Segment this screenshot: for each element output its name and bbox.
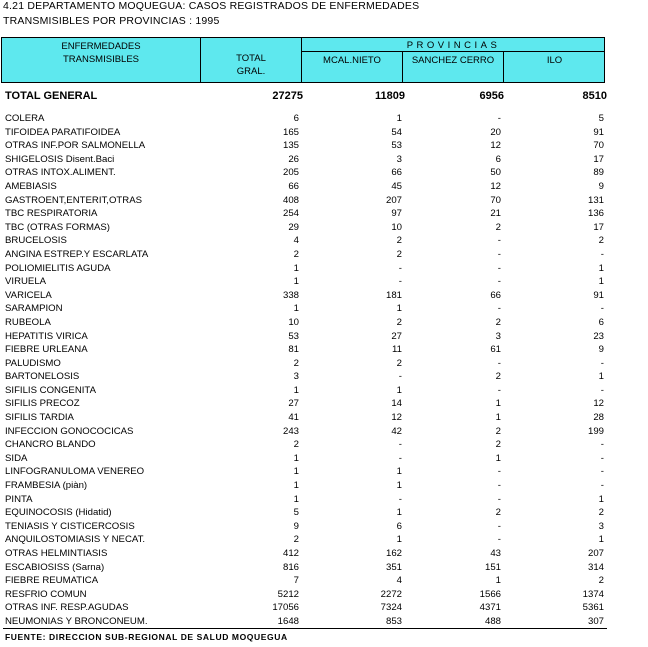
mcal-nieto-cell: 2 xyxy=(396,235,402,247)
sanchez-cerro-cell: 2 xyxy=(495,507,501,519)
total-gral-cell: 66 xyxy=(288,180,299,192)
sanchez-cerro-cell: - xyxy=(497,113,501,124)
total-gral-cell: 1 xyxy=(293,303,299,315)
total-gral-cell: 27 xyxy=(288,398,299,410)
sanchez-cerro-cell: 61 xyxy=(490,344,501,356)
disease-name: SIFILIS TARDIA xyxy=(5,412,74,424)
total-general-row xyxy=(0,90,648,104)
table-row xyxy=(0,601,648,615)
table-row xyxy=(0,180,648,194)
mcal-nieto-cell: 66 xyxy=(391,167,402,179)
table-row xyxy=(0,234,648,248)
sanchez-cerro-cell: 66 xyxy=(490,289,501,301)
total-gral-cell: 53 xyxy=(288,330,299,342)
disease-name: BRUCELOSIS xyxy=(5,235,67,247)
sanchez-cerro-cell: - xyxy=(497,303,501,315)
ilo-cell: 1 xyxy=(598,262,604,274)
disease-name: CHANCRO BLANDO xyxy=(5,439,96,451)
disease-name: POLIOMIELITIS AGUDA xyxy=(5,262,111,274)
ilo-cell: - xyxy=(600,439,604,451)
total-gral-cell: 1 xyxy=(293,480,299,492)
mcal-nieto-cell: 54 xyxy=(391,126,402,138)
total-gral-cell: 2 xyxy=(293,534,299,546)
source-note: FUENTE: DIRECCION SUB-REGIONAL DE SALUD MOQUEGUA xyxy=(5,632,288,642)
disease-name: GASTROENT,ENTERIT,OTRAS xyxy=(5,194,142,206)
ilo-cell: 91 xyxy=(593,289,604,301)
total-gral-cell: 7 xyxy=(293,575,299,587)
mcal-nieto-cell: 1 xyxy=(396,303,402,315)
sanchez-cerro-cell: 1 xyxy=(495,575,501,587)
mcal-nieto-cell: - xyxy=(398,371,402,383)
ilo-cell: 1 xyxy=(598,493,604,505)
table-row xyxy=(0,520,648,534)
sanchez-cerro-cell: - xyxy=(497,384,501,396)
table-row xyxy=(0,479,648,493)
mcal-nieto-cell: 1 xyxy=(396,384,402,396)
disease-name: TIFOIDEA PARATIFOIDEA xyxy=(5,126,121,138)
sanchez-cerro-cell: 2 xyxy=(495,221,501,233)
mcal-nieto-cell: - xyxy=(398,452,402,464)
total-general-label: TOTAL GENERAL xyxy=(5,90,98,102)
disease-name: OTRAS HELMINTIASIS xyxy=(5,548,108,559)
sanchez-cerro-cell: 2 xyxy=(495,439,501,451)
disease-name: LINFOGRANULOMA VENEREO xyxy=(5,466,145,478)
table-row xyxy=(0,384,648,398)
sanchez-cerro-cell: - xyxy=(497,262,501,274)
total-gral-cell: 816 xyxy=(282,561,299,573)
total-gral-cell: 26 xyxy=(288,153,299,165)
header-total-gral: TOTAL GRAL. xyxy=(236,53,266,77)
table-row xyxy=(0,574,648,588)
total-gral-cell: 408 xyxy=(282,194,299,206)
table-row xyxy=(0,425,648,439)
sanchez-cerro-cell: - xyxy=(497,466,501,478)
table-row xyxy=(0,330,648,344)
mcal-nieto-cell: - xyxy=(398,262,402,274)
ilo-cell: 3 xyxy=(598,520,604,532)
table-row xyxy=(0,139,648,153)
mcal-nieto-cell: - xyxy=(398,439,402,451)
mcal-nieto-cell: 1 xyxy=(396,534,402,546)
mcal-nieto-cell: - xyxy=(398,276,402,288)
disease-name: TENIASIS Y CISTICERCOSIS xyxy=(5,520,135,532)
header-ilo: ILO xyxy=(546,55,563,66)
total-gral-cell: 1 xyxy=(293,452,299,464)
sanchez-cerro-cell: 1 xyxy=(495,398,501,410)
table-row xyxy=(0,343,648,357)
table-row xyxy=(0,588,648,602)
disease-name: RESFRIO COMUN xyxy=(5,588,87,600)
sanchez-cerro-cell: - xyxy=(497,534,501,546)
ilo-cell: 9 xyxy=(598,180,604,192)
header-mcal-nieto: MCAL.NIETO xyxy=(323,55,381,66)
table-row xyxy=(0,533,648,547)
mcal-nieto-cell: 45 xyxy=(391,180,402,192)
sanchez-cerro-cell: - xyxy=(497,276,501,288)
total-gral-cell: 1 xyxy=(293,262,299,274)
sanchez-cerro-cell: 12 xyxy=(490,140,501,152)
disease-name: VARICELA xyxy=(5,289,52,301)
disease-name: TBC (OTRAS FORMAS) xyxy=(5,221,110,233)
disease-name: ANQUILOSTOMIASIS Y NECAT. xyxy=(5,534,146,546)
table-row xyxy=(0,493,648,507)
page-title: 4.21 DEPARTAMENTO MOQUEGUA: CASOS REGISTRADOS DE ENFERMEDADES xyxy=(3,0,420,12)
header-enfermedades: ENFERMEDADES TRANSMISIBLES xyxy=(61,41,141,65)
total-gral-cell: 243 xyxy=(282,425,299,437)
disease-name: VIRUELA xyxy=(5,276,47,288)
table-row xyxy=(0,126,648,140)
sanchez-cerro-cell: - xyxy=(497,480,501,492)
ilo-cell: 2 xyxy=(598,575,604,587)
mcal-nieto-cell: 3 xyxy=(396,153,402,165)
total-general-mcal-nieto: 11809 xyxy=(375,90,405,102)
ilo-cell: 199 xyxy=(587,425,604,437)
ilo-cell: 28 xyxy=(593,412,604,424)
disease-name: EQUINOCOSIS (Hidatid) xyxy=(5,507,112,519)
mcal-nieto-cell: 2 xyxy=(396,248,402,260)
ilo-cell: 307 xyxy=(587,615,604,627)
mcal-nieto-cell: 1 xyxy=(396,480,402,492)
ilo-cell: - xyxy=(600,384,604,396)
sanchez-cerro-cell: 1 xyxy=(495,412,501,424)
total-gral-cell: 17056 xyxy=(272,602,299,614)
source-divider xyxy=(3,628,607,629)
total-gral-cell: 4 xyxy=(293,235,299,247)
total-gral-cell: 2 xyxy=(293,439,299,451)
mcal-nieto-cell: 853 xyxy=(385,615,402,627)
sanchez-cerro-cell: 488 xyxy=(484,615,501,627)
disease-name: HEPATITIS VIRICA xyxy=(5,330,88,342)
disease-name: COLERA xyxy=(5,113,45,124)
ilo-cell: 2 xyxy=(598,235,604,247)
table-row xyxy=(0,153,648,167)
mcal-nieto-cell: 97 xyxy=(391,208,402,220)
disease-name: SIFILIS PRECOZ xyxy=(5,398,80,410)
total-gral-cell: 1648 xyxy=(277,615,299,627)
mcal-nieto-cell: 2272 xyxy=(380,588,402,600)
table-row xyxy=(0,615,648,629)
table-row xyxy=(0,397,648,411)
table-row xyxy=(0,438,648,452)
disease-name: TBC RESPIRATORIA xyxy=(5,208,98,220)
sanchez-cerro-cell: 1566 xyxy=(479,588,501,600)
ilo-cell: 1 xyxy=(598,371,604,383)
sanchez-cerro-cell: 6 xyxy=(495,153,501,165)
total-gral-cell: 29 xyxy=(288,221,299,233)
total-gral-cell: 1 xyxy=(293,384,299,396)
ilo-cell: - xyxy=(600,357,604,369)
total-gral-cell: 1 xyxy=(293,466,299,478)
disease-name: ESCABIOSISS (Sarna) xyxy=(5,561,105,573)
ilo-cell: 70 xyxy=(593,140,604,152)
disease-table-body xyxy=(0,112,648,629)
total-gral-cell: 412 xyxy=(282,548,299,559)
total-general-total: 27275 xyxy=(272,90,303,102)
total-gral-cell: 2 xyxy=(293,248,299,260)
ilo-cell: 1 xyxy=(598,276,604,288)
table-row xyxy=(0,289,648,303)
table-row xyxy=(0,166,648,180)
ilo-cell: 17 xyxy=(593,153,604,165)
total-gral-cell: 5212 xyxy=(277,588,299,600)
mcal-nieto-cell: 42 xyxy=(391,425,402,437)
disease-name: FIEBRE URLEANA xyxy=(5,344,88,356)
total-gral-cell: 10 xyxy=(288,316,299,328)
sanchez-cerro-cell: - xyxy=(497,520,501,532)
mcal-nieto-cell: 6 xyxy=(396,520,402,532)
ilo-cell: 207 xyxy=(587,548,604,559)
disease-name: FIEBRE REUMATICA xyxy=(5,575,99,587)
disease-name: OTRAS INF. RESP.AGUDAS xyxy=(5,602,129,614)
mcal-nieto-cell: 162 xyxy=(385,548,402,559)
sanchez-cerro-cell: 21 xyxy=(490,208,501,220)
disease-name: INFECCION GONOCOCICAS xyxy=(5,425,134,437)
total-gral-cell: 3 xyxy=(293,371,299,383)
mcal-nieto-cell: 351 xyxy=(385,561,402,573)
table-row xyxy=(0,248,648,262)
table-header xyxy=(1,37,605,83)
table-row xyxy=(0,547,648,561)
disease-name: BARTONELOSIS xyxy=(5,371,80,383)
sanchez-cerro-cell: 50 xyxy=(490,167,501,179)
disease-name: AMEBIASIS xyxy=(5,180,57,192)
sanchez-cerro-cell: 151 xyxy=(484,561,501,573)
disease-name: SIFILIS CONGENITA xyxy=(5,384,96,396)
header-divider xyxy=(301,51,605,52)
ilo-cell: 2 xyxy=(598,507,604,519)
mcal-nieto-cell: 14 xyxy=(391,398,402,410)
ilo-cell: 1 xyxy=(598,534,604,546)
sanchez-cerro-cell: 12 xyxy=(490,180,501,192)
sanchez-cerro-cell: 1 xyxy=(495,452,501,464)
sanchez-cerro-cell: 2 xyxy=(495,425,501,437)
ilo-cell: 136 xyxy=(587,208,604,220)
mcal-nieto-cell: 181 xyxy=(385,289,402,301)
sanchez-cerro-cell: 70 xyxy=(490,194,501,206)
total-gral-cell: 41 xyxy=(288,412,299,424)
disease-name: FRAMBESIA (piàn) xyxy=(5,480,88,492)
mcal-nieto-cell: 11 xyxy=(392,344,402,356)
ilo-cell: - xyxy=(600,480,604,492)
total-gral-cell: 9 xyxy=(293,520,299,532)
mcal-nieto-cell: 53 xyxy=(391,140,402,152)
mcal-nieto-cell: 27 xyxy=(391,330,402,342)
total-gral-cell: 338 xyxy=(282,289,299,301)
sanchez-cerro-cell: - xyxy=(497,493,501,505)
disease-name: SARAMPION xyxy=(5,303,63,315)
mcal-nieto-cell: 1 xyxy=(396,507,402,519)
ilo-cell: - xyxy=(600,452,604,464)
sanchez-cerro-cell: 2 xyxy=(495,316,501,328)
ilo-cell: 6 xyxy=(598,316,604,328)
table-row xyxy=(0,357,648,371)
table-row xyxy=(0,506,648,520)
disease-name: NEUMONIAS Y BRONCONEUM. xyxy=(5,615,148,627)
disease-name: OTRAS INF.POR SALMONELLA xyxy=(5,140,146,152)
mcal-nieto-cell: 10 xyxy=(391,221,402,233)
mcal-nieto-cell: 4 xyxy=(396,575,402,587)
total-gral-cell: 5 xyxy=(293,507,299,519)
table-row xyxy=(0,221,648,235)
mcal-nieto-cell: 1 xyxy=(396,113,402,124)
ilo-cell: 17 xyxy=(593,221,604,233)
total-gral-cell: 1 xyxy=(293,276,299,288)
ilo-cell: 89 xyxy=(593,167,604,179)
table-row xyxy=(0,411,648,425)
ilo-cell: 1374 xyxy=(582,588,604,600)
disease-name: OTRAS INTOX.ALIMENT. xyxy=(5,167,116,179)
mcal-nieto-cell: 2 xyxy=(396,357,402,369)
ilo-cell: 91 xyxy=(593,126,604,138)
mcal-nieto-cell: 7324 xyxy=(380,602,402,614)
disease-name: SHIGELOSIS Disent.Baci xyxy=(5,153,115,165)
ilo-cell: 23 xyxy=(593,330,604,342)
table-row xyxy=(0,561,648,575)
ilo-cell: - xyxy=(600,303,604,315)
ilo-cell: 5361 xyxy=(582,602,604,614)
mcal-nieto-cell: 2 xyxy=(396,316,402,328)
page-subtitle: TRANSMISIBLES POR PROVINCIAS : 1995 xyxy=(3,15,220,27)
disease-name: RUBEOLA xyxy=(5,316,51,328)
total-gral-cell: 2 xyxy=(293,357,299,369)
ilo-cell: - xyxy=(600,466,604,478)
table-row xyxy=(0,207,648,221)
table-row xyxy=(0,316,648,330)
ilo-cell: 131 xyxy=(587,194,604,206)
disease-name: SIDA xyxy=(5,452,28,464)
table-row xyxy=(0,194,648,208)
total-gral-cell: 81 xyxy=(288,344,299,356)
sanchez-cerro-cell: - xyxy=(497,357,501,369)
header-provincias: PROVINCIAS xyxy=(406,40,501,51)
sanchez-cerro-cell: - xyxy=(497,235,501,247)
ilo-cell: 5 xyxy=(598,113,604,124)
table-row xyxy=(0,275,648,289)
mcal-nieto-cell: 12 xyxy=(391,412,402,424)
total-gral-cell: 1 xyxy=(293,493,299,505)
disease-name: PALUDISMO xyxy=(5,357,61,369)
ilo-cell: 12 xyxy=(593,398,604,410)
ilo-cell: 314 xyxy=(587,561,604,573)
sanchez-cerro-cell: 43 xyxy=(490,548,501,559)
total-gral-cell: 205 xyxy=(282,167,299,179)
mcal-nieto-cell: 1 xyxy=(396,466,402,478)
sanchez-cerro-cell: 3 xyxy=(495,330,501,342)
disease-name: ANGINA ESTREP.Y ESCARLATA xyxy=(5,248,149,260)
mcal-nieto-cell: 207 xyxy=(385,194,402,206)
mcal-nieto-cell: - xyxy=(398,493,402,505)
header-sanchez-cerro: SANCHEZ CERRO xyxy=(411,55,495,66)
total-general-sanchez-cerro: 6956 xyxy=(479,90,504,102)
total-gral-cell: 165 xyxy=(282,126,299,138)
disease-name: PINTA xyxy=(5,493,33,505)
total-gral-cell: 6 xyxy=(293,113,299,124)
table-row xyxy=(0,465,648,479)
ilo-cell: - xyxy=(600,248,604,260)
table-row xyxy=(0,262,648,276)
sanchez-cerro-cell: 4371 xyxy=(479,602,501,614)
table-row xyxy=(0,112,648,126)
sanchez-cerro-cell: - xyxy=(497,248,501,260)
table-row xyxy=(0,370,648,384)
ilo-cell: 9 xyxy=(598,344,604,356)
total-general-ilo: 8510 xyxy=(582,90,607,102)
sanchez-cerro-cell: 20 xyxy=(490,126,501,138)
total-gral-cell: 254 xyxy=(282,208,299,220)
table-row xyxy=(0,452,648,466)
total-gral-cell: 135 xyxy=(282,140,299,152)
sanchez-cerro-cell: 2 xyxy=(495,371,501,383)
table-row xyxy=(0,302,648,316)
